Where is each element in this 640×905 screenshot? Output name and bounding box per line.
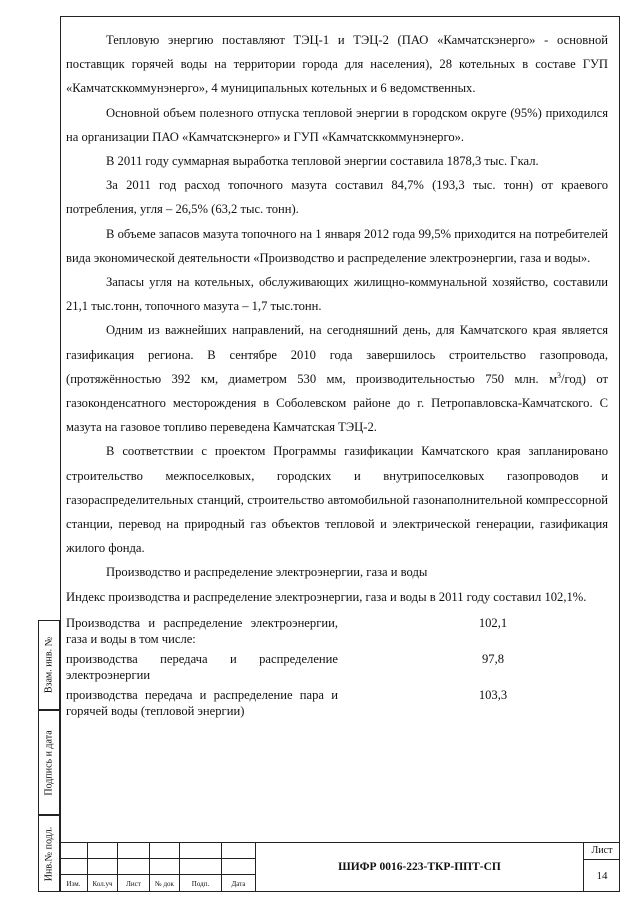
stamp-header-cell xyxy=(88,875,118,892)
table-cell-label: производства передача и распределение электроэнергии xyxy=(66,651,338,682)
stamp-cell xyxy=(222,859,256,875)
paragraph: В объеме запасов мазута топочного на 1 января 2012 года 99,5% приходится на потребителей вида экономической деятельности «Производство и распределение электроэнергии, газа и воды». xyxy=(66,226,608,265)
stamp-cell xyxy=(150,842,180,859)
sheet-number: 14 xyxy=(596,870,608,882)
paragraph: Запасы угля на котельных, обслуживающих жилищно-коммунальной хозяйство, составили 21,1 тыс.тонн, топочного мазута – 1,7 тыс.тонн. xyxy=(66,275,608,314)
stamp-header-label: Лист xyxy=(126,880,141,888)
table-cell-value: 102,1 xyxy=(478,615,508,630)
gas-paragraph xyxy=(66,318,608,439)
table-cell-label: Производства и распределение электроэнергии, газа и воды в том числе: xyxy=(66,615,338,646)
side-stamp-inventory xyxy=(38,815,60,892)
sheet-label: Лист xyxy=(584,842,620,860)
stamp-cell xyxy=(118,842,150,859)
sheet-box xyxy=(584,842,620,892)
stamp-header-label: Дата xyxy=(231,880,246,888)
stamp-cell xyxy=(60,859,88,875)
index-paragraph: Индекс производства и распределение электроэнергии, газа и воды в 2011 году составил 102,1%. xyxy=(66,589,587,604)
stamp-header-cell xyxy=(150,875,180,892)
stamp-header-label: Изм. xyxy=(66,880,81,888)
document-code: ШИФР 0016-223-ТКР-ППТ-СП xyxy=(256,842,584,892)
side-label: Подпись и дата xyxy=(43,729,55,796)
stamp-cell xyxy=(150,859,180,875)
stamp-header-label: № док xyxy=(155,880,174,888)
gas-superscript: 3 xyxy=(557,370,562,380)
document-body xyxy=(66,28,608,723)
paragraph: Тепловую энергию поставляют ТЭЦ-1 и ТЭЦ-2 (ПАО «Камчатскэнерго» - основной поставщик горячей воды на территории города для населения), 28 котельных в составе ГУП «Камчатсккоммунэнерго», 4 муниципальных котельных и 6 ведомственных. xyxy=(66,33,608,96)
stamp-cell xyxy=(88,842,118,859)
gas-text-after: /год) от газоконденсатного месторождения в Соболевском районе до г. Петропавловска-Камчатского. С мазута на газовое топливо переведена Камчатская ТЭЦ-2. xyxy=(66,371,608,435)
gas-text-before: Одним из важнейших направлений, на сегодняшний день, для Камчатского края является газификация региона. В сентябре 2010 года завершилось строительство газопровода, (протяжённостью 392 км, диаметром 530 мм, производительностью 750 млн. м xyxy=(66,323,608,386)
table-row xyxy=(66,687,608,723)
index-table xyxy=(66,615,608,723)
stamp-header-cell xyxy=(222,875,256,892)
side-stamp-replacement xyxy=(38,620,60,710)
table-cell-label: производства передача и распределение пара и горячей воды (тепловой энергии) xyxy=(66,687,338,718)
table-cell-value: 97,8 xyxy=(481,651,505,666)
title-block xyxy=(60,842,620,892)
paragraph: Основной объем полезного отпуска тепловой энергии в городском округе (95%) приходился на организации ПАО «Камчатскэнерго» и ГУП «Камчатсккоммунэнерго». xyxy=(66,105,608,144)
section-heading: Производство и распределение электроэнергии, газа и воды xyxy=(106,565,428,580)
stamp-header-cell xyxy=(118,875,150,892)
stamp-cell xyxy=(180,859,222,875)
stamp-header-label: Подп. xyxy=(191,880,210,888)
stamp-cell xyxy=(60,842,88,859)
side-stamp-signature xyxy=(38,710,60,815)
stamp-cell xyxy=(222,842,256,859)
stamp-header-cell xyxy=(60,875,88,892)
stamp-cell xyxy=(180,842,222,859)
paragraph: За 2011 год расход топочного мазута составил 84,7% (193,3 тыс. тонн) от краевого потребления, угля – 26,5% (63,2 тыс. тонн). xyxy=(66,178,608,217)
side-label: Инв.№ подл. xyxy=(43,826,55,881)
stamp-header-label: Кол.уч xyxy=(92,880,113,888)
stamp-header-cell xyxy=(180,875,222,892)
stamp-cell xyxy=(118,859,150,875)
paragraph: В 2011 году суммарная выработка тепловой энергии составила 1878,3 тыс. Гкал. xyxy=(106,154,539,169)
table-row xyxy=(66,615,608,651)
side-label: Взам. инв. № xyxy=(43,636,55,694)
table-cell-value: 103,3 xyxy=(478,687,508,702)
stamp-cell xyxy=(88,859,118,875)
program-paragraph: В соответствии с проектом Программы газификации Камчатского края запланировано строительство межпоселковых, городских и внутрипоселковых газопроводов и газораспределительных станций, строительство автомобильной газонаполнительной компрессорной станции, перевод на природный газ объектов тепловой и электрической генерации, газификация жилого фонда. xyxy=(66,444,608,556)
table-row xyxy=(66,651,608,687)
